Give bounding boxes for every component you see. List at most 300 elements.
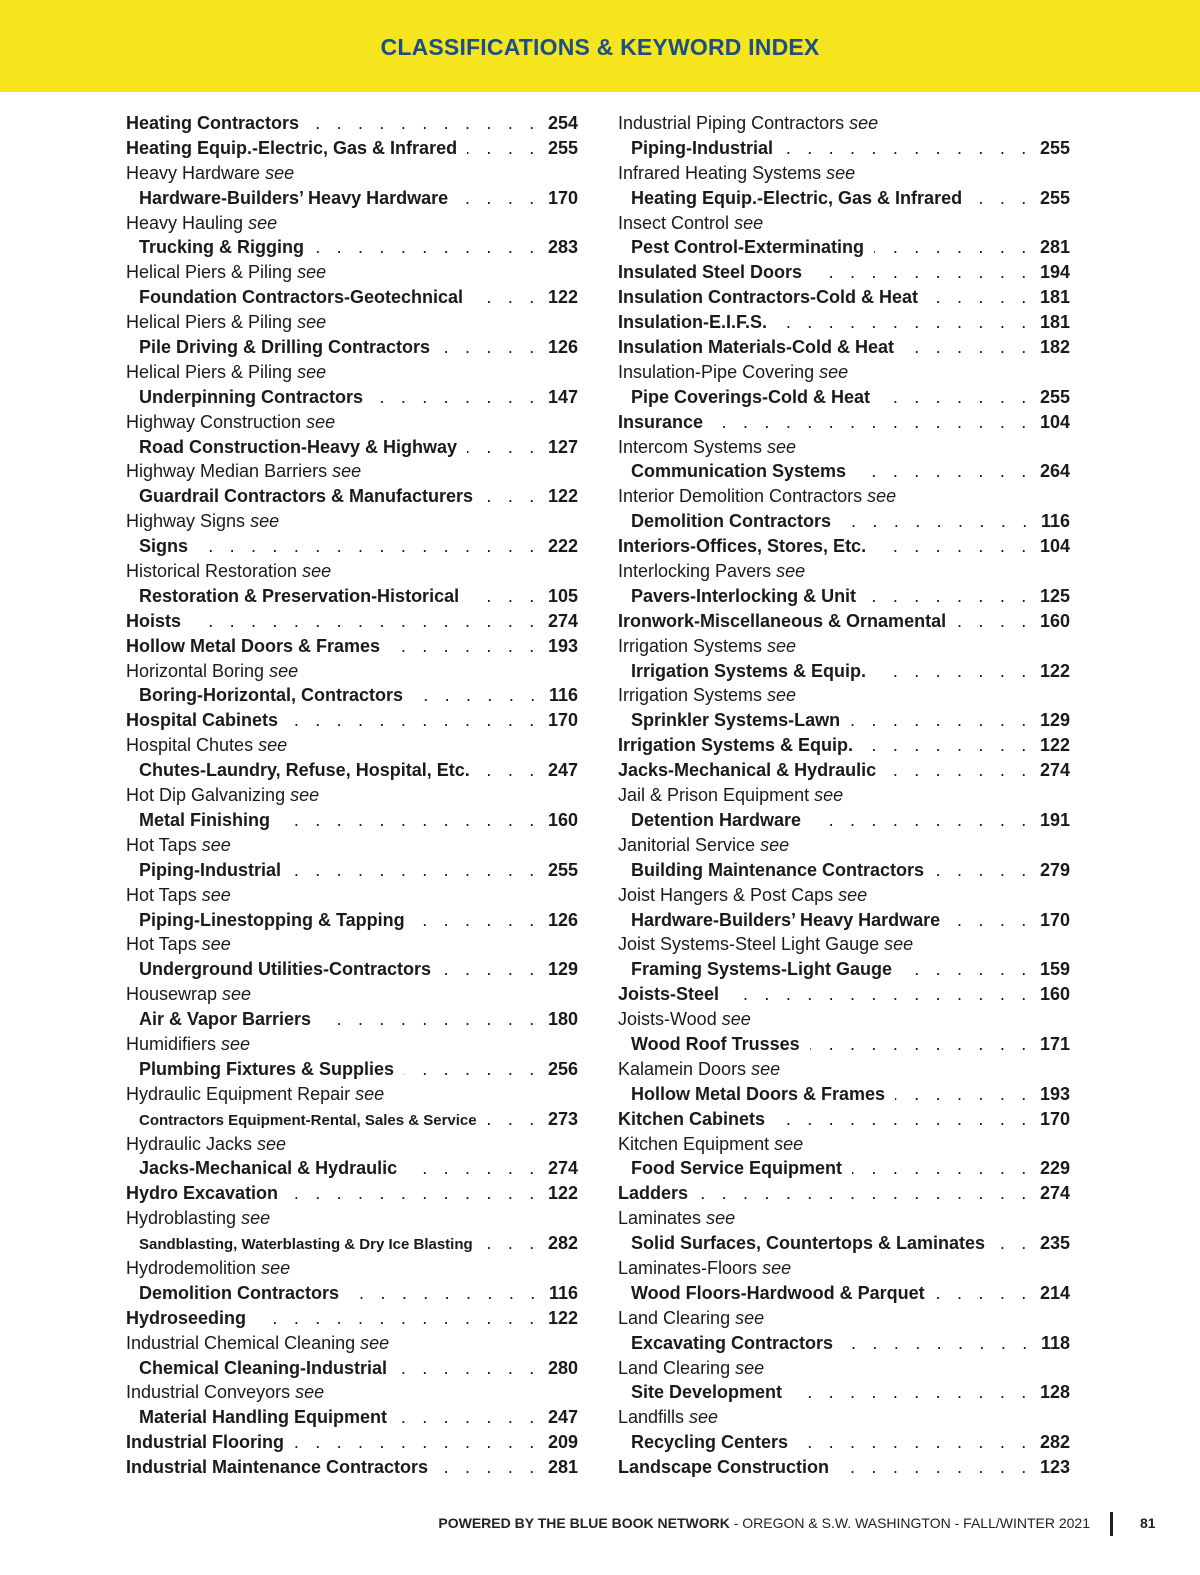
classification-name: Ironwork-Miscellaneous & Ornamental [618,610,947,631]
keyword-text: Kalamein Doors [618,1058,747,1079]
keyword-text: Hot Dip Galvanizing [126,785,286,806]
dot-leader [852,1156,1032,1181]
classification-name: Guardrail Contractors & Manufacturers [139,486,474,507]
dot-leader [876,534,1032,559]
page-reference: 160 [1039,984,1070,1005]
footer-brand: POWERED BY THE BLUE BOOK NETWORK [438,1515,730,1531]
classification-name: Heating Equip.-Electric, Gas & Infrared [126,137,458,158]
classification-name: Piping-Industrial [139,859,281,880]
index-entry [618,1281,1070,1306]
page-reference: 104 [1039,411,1070,432]
dot-leader [956,609,1032,634]
page-reference: 214 [1039,1282,1070,1303]
index-entry [618,1082,1070,1107]
keyword-text: Intercom Systems [618,436,763,457]
index-see-reference [126,783,578,808]
dot-leader [995,1231,1032,1256]
keyword-text: Historical Restoration [126,561,298,582]
index-entry [126,435,578,460]
see-label: see [849,113,879,133]
see-label: see [297,262,327,283]
classification-name: Foundation Contractors-Geotechnical [139,287,464,308]
classification-name: Site Development [631,1382,783,1403]
keyword-text: Joist Hangers & Post Caps [618,884,834,905]
index-entry [618,1331,1070,1356]
page-reference: 104 [1039,536,1070,557]
page-number: 81 [1140,1515,1156,1531]
keyword-text: Highway Signs [126,511,246,532]
index-see-reference [126,1082,578,1107]
index-entry [618,1455,1070,1480]
keyword-text: Helical Piers & Piling [126,312,293,333]
keyword-text: Heavy Hauling [126,212,244,233]
index-see-reference [618,559,1070,584]
keyword-text: Hydraulic Jacks [126,1133,253,1154]
index-see-reference [126,260,578,285]
page-reference: 222 [547,536,578,557]
index-entry [126,858,578,883]
classification-name: Detention Hardware [631,809,802,830]
dot-leader [713,410,1032,435]
index-see-reference [126,459,578,484]
page-reference: 193 [1039,1083,1070,1104]
index-see-reference [618,683,1070,708]
classification-name: Chutes-Laundry, Refuse, Hospital, Etc. [139,760,470,781]
index-entry [126,708,578,733]
dot-leader [874,235,1032,260]
see-label: see [838,884,868,905]
dot-leader [321,1007,540,1032]
classification-name: Contractors Equipment-Rental, Sales & Service [139,1111,477,1129]
page-reference: 274 [1039,1183,1070,1204]
index-entry [126,609,578,634]
page-reference: 122 [547,486,578,507]
index-entry [618,584,1070,609]
index-see-reference [618,1007,1070,1032]
keyword-text: Jail & Prison Equipment [618,785,810,806]
dot-leader [288,708,540,733]
classification-name: Piping-Linestopping & Tapping [139,909,405,930]
page-reference: 123 [1039,1457,1070,1478]
dot-leader [349,1281,541,1306]
keyword-text: Insulation-Pipe Covering [618,361,815,382]
index-entry [126,484,578,509]
dot-leader [775,1107,1032,1132]
classification-name: Underpinning Contractors [139,386,363,407]
page-reference: 255 [1039,386,1070,407]
see-label: see [867,486,897,507]
keyword-text: Heavy Hardware [126,162,261,183]
index-see-reference [126,982,578,1007]
page-reference: 281 [1039,237,1070,258]
keyword-text: Interlocking Pavers [618,561,772,582]
classification-name: Demolition Contractors [139,1282,340,1303]
dot-leader [895,1082,1032,1107]
index-see-reference [126,1331,578,1356]
classification-name: Road Construction-Heavy & Highway [139,436,458,457]
index-entry [618,733,1070,758]
dot-leader [904,335,1032,360]
page-reference: 255 [1039,137,1070,158]
index-see-reference [618,883,1070,908]
index-entry [618,957,1070,982]
page-reference: 126 [547,337,578,358]
index-see-reference [618,111,1070,136]
see-label: see [767,436,797,457]
page-reference: 160 [1039,610,1070,631]
classification-name: Pest Control-Exterminating [631,237,865,258]
dot-leader [288,1181,540,1206]
keyword-text: Irrigation Systems [618,635,763,656]
keyword-text: Kitchen Equipment [618,1133,770,1154]
page-reference: 122 [547,1307,578,1328]
page-reference: 170 [547,710,578,731]
dot-leader [729,982,1032,1007]
classification-name: Ladders [618,1183,689,1204]
see-label: see [269,660,299,681]
dot-leader [880,385,1032,410]
index-entry [126,235,578,260]
index-see-reference [618,484,1070,509]
index-entry [126,1156,578,1181]
keyword-text: Helical Piers & Piling [126,361,293,382]
page-reference: 105 [547,585,578,606]
dot-leader [256,1306,540,1331]
index-entry [126,1107,578,1132]
index-see-reference [126,883,578,908]
keyword-text: Land Clearing [618,1307,731,1328]
classification-name: Interiors-Offices, Stores, Etc. [618,536,867,557]
dot-leader [198,534,540,559]
classification-name: Chemical Cleaning-Industrial [139,1357,388,1378]
index-entry [126,1455,578,1480]
page-reference: 127 [547,436,578,457]
see-label: see [884,934,914,955]
classification-name: Restoration & Preservation-Historical [139,585,460,606]
index-see-reference [618,833,1070,858]
dot-leader [698,1181,1032,1206]
dot-leader [390,634,540,659]
page-reference: 118 [1040,1332,1070,1353]
keyword-text: Helical Piers & Piling [126,262,293,283]
index-entry [126,1281,578,1306]
index-see-reference [126,833,578,858]
see-label: see [222,984,252,1005]
index-see-reference [126,211,578,236]
dot-leader [950,908,1032,933]
classification-name: Hollow Metal Doors & Frames [126,635,381,656]
dot-leader [483,484,540,509]
index-entry [126,1231,578,1256]
dot-leader [935,1281,1032,1306]
page-reference: 280 [547,1357,578,1378]
dot-leader [856,459,1032,484]
classification-name: Insulation Contractors-Cold & Heat [618,287,919,308]
classification-name: Material Handling Equipment [139,1407,388,1428]
classification-name: Plumbing Fixtures & Supplies [139,1058,395,1079]
classification-name: Joists-Steel [618,984,720,1005]
dot-leader [483,1231,540,1256]
dot-leader [458,186,540,211]
see-label: see [814,785,844,806]
dot-leader [480,758,540,783]
index-entry [126,808,578,833]
see-label: see [201,934,231,955]
page-reference: 209 [547,1432,578,1453]
keyword-text: Hot Taps [126,884,197,905]
page-reference: 282 [1039,1432,1070,1453]
page-reference: 181 [1039,312,1070,333]
classification-name: Underground Utilities-Contractors [139,959,432,980]
page-reference: 126 [547,909,578,930]
dot-leader [314,235,540,260]
index-see-reference [126,1132,578,1157]
index-see-reference [126,1032,578,1057]
see-label: see [751,1058,781,1079]
index-entry [126,285,578,310]
index-entry [618,858,1070,883]
dot-leader [467,136,540,161]
index-entry [618,1380,1070,1405]
keyword-text: Highway Construction [126,411,302,432]
classification-name: Hardware-Builders’ Heavy Hardware [631,909,941,930]
see-label: see [760,834,790,855]
see-label: see [306,411,336,432]
see-label: see [248,212,278,233]
index-entry [618,136,1070,161]
index-entry [618,1231,1070,1256]
index-see-reference [126,1256,578,1281]
page-reference: 255 [547,137,578,158]
index-column-right [618,111,1070,1480]
dot-leader [886,758,1032,783]
index-entry [618,982,1070,1007]
keyword-text: Horizontal Boring [126,660,265,681]
classification-name: Landscape Construction [618,1457,830,1478]
index-entry [126,1057,578,1082]
dot-leader [841,509,1033,534]
classification-name: Heating Contractors [126,113,300,133]
classification-name: Framing Systems-Light Gauge [631,959,893,980]
dot-leader [407,1156,540,1181]
see-label: see [767,685,797,706]
keyword-text: Industrial Conveyors [126,1382,291,1403]
see-label: see [250,511,280,532]
index-entry [618,534,1070,559]
dot-leader [866,584,1032,609]
index-entry [618,385,1070,410]
index-see-reference [126,1380,578,1405]
dot-leader [934,858,1032,883]
index-entry [618,459,1070,484]
dot-leader [415,908,540,933]
keyword-text: Laminates-Floors [618,1257,758,1278]
classification-name: Signs [139,536,189,557]
page-reference: 255 [1039,187,1070,208]
index-see-reference [126,360,578,385]
index-see-reference [126,161,578,186]
index-entry [618,1181,1070,1206]
page-reference: 128 [1039,1382,1070,1403]
classification-name: Trucking & Rigging [139,237,304,258]
page-reference: 129 [1039,710,1070,731]
page-reference: 274 [547,610,578,631]
page-reference: 255 [547,859,578,880]
classification-name: Jacks-Mechanical & Hydraulic [139,1158,398,1179]
index-entry [618,609,1070,634]
index-entry [618,708,1070,733]
page-reference: 129 [547,959,578,980]
keyword-text: Highway Median Barriers [126,461,328,482]
index-see-reference [618,435,1070,460]
page-reference: 171 [1039,1033,1070,1054]
dot-leader [441,957,540,982]
dot-leader [810,1032,1032,1057]
classification-name: Demolition Contractors [631,511,832,532]
index-entry [618,908,1070,933]
index-entry [618,310,1070,335]
keyword-text: Irrigation Systems [618,685,763,706]
page-reference: 147 [547,386,578,407]
page-title: CLASSIFICATIONS & KEYWORD INDEX [380,34,820,60]
page-reference: 181 [1039,287,1070,308]
keyword-text: Humidifiers [126,1033,217,1054]
keyword-text: Joist Systems-Steel Light Gauge [618,934,880,955]
classification-name: Recycling Centers [631,1432,789,1453]
footer-edition: - OREGON & S.W. WASHINGTON - FALL/WINTER 2021 [729,1515,1090,1531]
classification-name: Hydroseeding [126,1307,247,1328]
see-label: see [265,162,295,183]
classification-name: Industrial Maintenance Contractors [126,1457,429,1478]
classification-name: Irrigation Systems & Equip. [618,735,854,756]
classification-name: Insulation-E.I.F.S. [618,312,768,333]
index-entry [126,1007,578,1032]
keyword-text: Hospital Chutes [126,735,254,756]
page-reference: 122 [547,1183,578,1204]
index-see-reference [126,1206,578,1231]
see-label: see [734,212,764,233]
classification-name: Wood Floors-Hardwood & Parquet [631,1282,925,1303]
classification-name: Hoists [126,610,182,631]
index-entry [126,758,578,783]
index-see-reference [126,410,578,435]
index-entry [126,908,578,933]
index-entry [126,1405,578,1430]
index-entry [618,235,1070,260]
index-entry [126,385,578,410]
index-entry [618,808,1070,833]
page-reference: 116 [548,1282,578,1303]
index-entry [126,634,578,659]
classification-name: Hardware-Builders’ Heavy Hardware [139,187,449,208]
see-label: see [819,361,849,382]
index-see-reference [618,1306,1070,1331]
keyword-text: Hydraulic Equipment Repair [126,1083,351,1104]
classification-name: Insurance [618,411,704,432]
dot-leader [843,1331,1033,1356]
classification-name: Kitchen Cabinets [618,1108,766,1129]
classification-name: Insulated Steel Doors [618,262,803,283]
index-entry [126,186,578,211]
see-label: see [735,1357,765,1378]
keyword-text: Hydrodemolition [126,1257,257,1278]
classification-name: Air & Vapor Barriers [139,1009,312,1030]
index-entry [618,1032,1070,1057]
index-see-reference [618,1256,1070,1281]
index-entry [126,1430,578,1455]
classification-name: Metal Finishing [139,809,271,830]
index-see-reference [126,559,578,584]
index-column-left [126,111,578,1480]
index-entry [618,659,1070,684]
index-see-reference [618,932,1070,957]
see-label: see [767,635,797,656]
dot-leader [839,1455,1032,1480]
classification-name: Communication Systems [631,461,847,482]
see-label: see [826,162,856,183]
see-label: see [201,884,231,905]
keyword-text: Hot Taps [126,834,197,855]
page-reference: 247 [547,1407,578,1428]
page-reference: 274 [1039,760,1070,781]
dot-leader [404,1057,540,1082]
header-banner [0,0,1200,92]
classification-name: Pile Driving & Drilling Contractors [139,337,431,358]
index-entry [126,335,578,360]
index-entry [618,1430,1070,1455]
index-see-reference [126,509,578,534]
dot-leader [876,659,1032,684]
index-see-reference [618,211,1070,236]
keyword-text: Insect Control [618,212,730,233]
dot-leader [413,683,541,708]
keyword-text: Industrial Chemical Cleaning [126,1332,356,1353]
index-entry [126,1306,578,1331]
index-entry [618,410,1070,435]
index-entry [618,335,1070,360]
index-see-reference [126,310,578,335]
index-see-reference [126,932,578,957]
footer-divider [1110,1512,1113,1536]
index-see-reference [618,360,1070,385]
page-reference: 116 [1040,511,1070,532]
see-label: see [706,1208,736,1229]
footer-text [438,1515,1090,1531]
keyword-text: Landfills [618,1407,685,1428]
classification-name: Wood Roof Trusses [631,1033,800,1054]
page-reference: 235 [1039,1233,1070,1254]
keyword-text: Hot Taps [126,934,197,955]
dot-leader [487,1107,540,1132]
page-reference: 116 [548,685,578,706]
page-reference: 247 [547,760,578,781]
classification-name: Food Service Equipment [631,1158,843,1179]
see-label: see [332,461,362,482]
page-reference: 159 [1039,959,1070,980]
index-see-reference [618,1132,1070,1157]
classification-name: Heating Equip.-Electric, Gas & Infrared [631,187,963,208]
classification-name: Solid Surfaces, Countertops & Laminates [631,1233,986,1254]
classification-name: Hydro Excavation [126,1183,279,1204]
keyword-text: Industrial Piping Contractors [618,113,845,133]
see-label: see [302,561,332,582]
index-see-reference [618,1356,1070,1381]
classification-name: Hollow Metal Doors & Frames [631,1083,886,1104]
page-reference: 160 [547,809,578,830]
see-label: see [360,1332,390,1353]
dot-leader [902,957,1032,982]
classification-name: Insulation Materials-Cold & Heat [618,337,895,358]
